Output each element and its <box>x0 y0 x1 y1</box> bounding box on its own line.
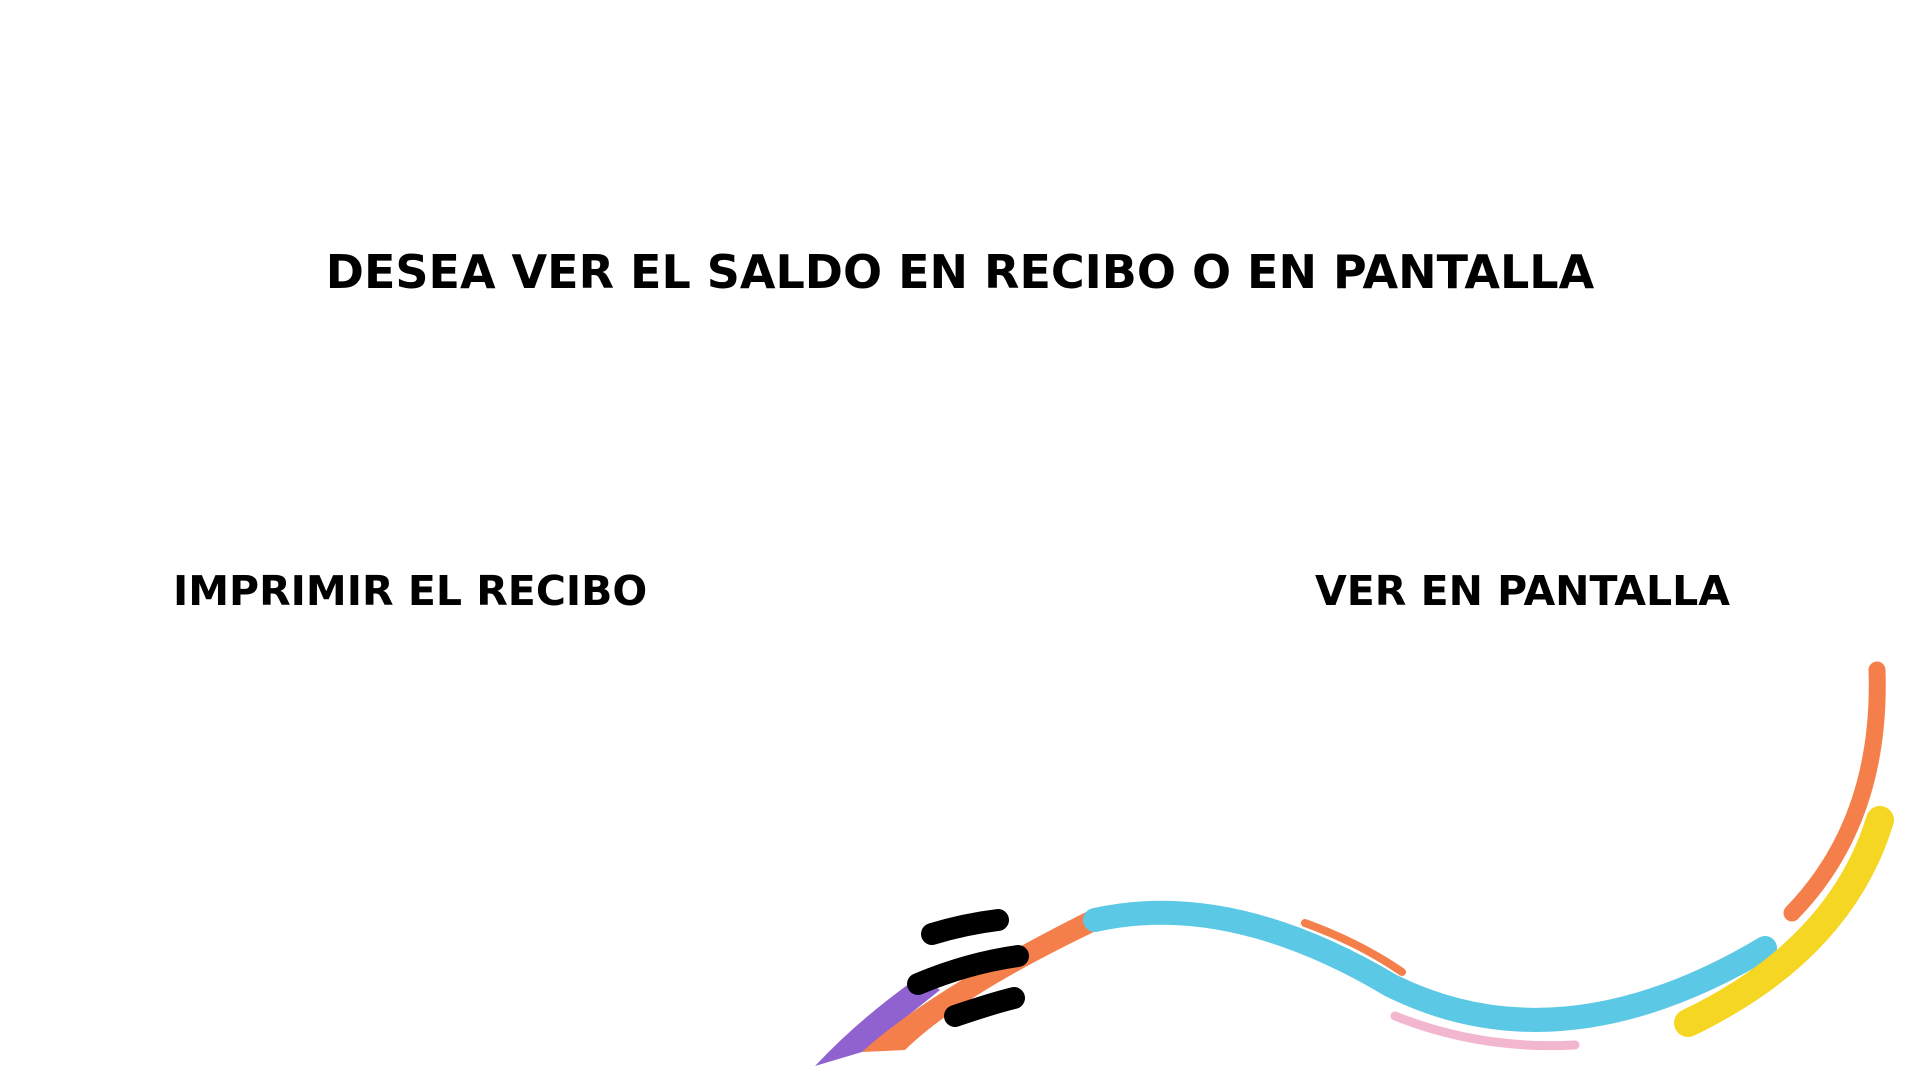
page-title: DESEA VER EL SALDO EN RECIBO O EN PANTALLA <box>325 245 1595 299</box>
pink-arc <box>1395 1016 1575 1046</box>
black-dash-middle <box>918 956 1018 984</box>
black-dash-top <box>932 920 998 934</box>
orange-small-arc <box>1305 923 1402 972</box>
purple-stroke <box>815 976 940 1066</box>
yellow-arc <box>1688 820 1880 1023</box>
print-receipt-option[interactable]: IMPRIMIR EL RECIBO <box>173 567 648 615</box>
orange-band-left <box>862 910 1098 1052</box>
black-dash-bottom <box>955 998 1014 1016</box>
orange-right-arc <box>1792 670 1877 913</box>
view-on-screen-option[interactable]: VER EN PANTALLA <box>1314 567 1730 615</box>
cyan-wave <box>1095 913 1765 1020</box>
